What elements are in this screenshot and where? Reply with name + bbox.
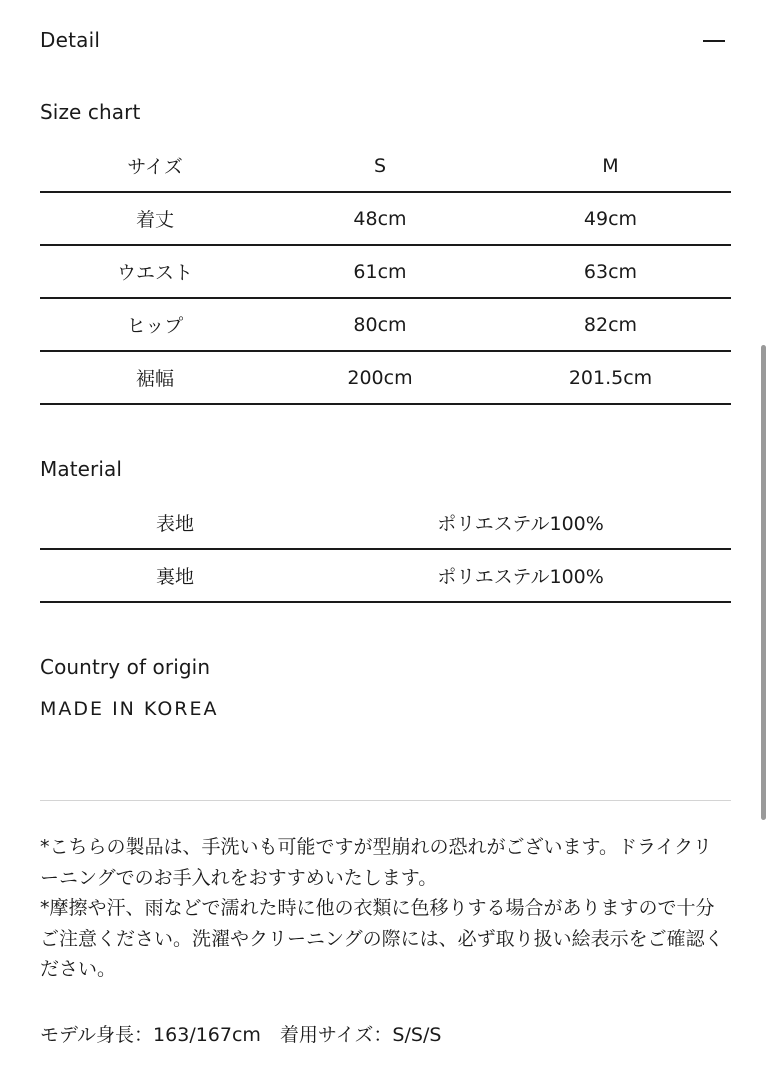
row-label: 裾幅 bbox=[40, 351, 270, 404]
country-of-origin-title: Country of origin bbox=[40, 655, 211, 679]
table-row bbox=[40, 351, 731, 404]
table-row bbox=[40, 245, 731, 298]
material-table bbox=[40, 497, 731, 603]
detail-accordion-header[interactable] bbox=[40, 26, 731, 56]
material-value: ポリエステル100% bbox=[310, 549, 731, 602]
care-notes bbox=[40, 832, 731, 985]
table-row bbox=[40, 549, 731, 602]
size-header-m: M bbox=[490, 140, 731, 192]
row-label: 着丈 bbox=[40, 192, 270, 245]
table-row bbox=[40, 298, 731, 351]
care-note-cleaning: *こちらの製品は、手洗いも可能ですが型崩れの恐れがございます。ドライクリーニングでのお手入れをおすすめいたします。 bbox=[40, 836, 713, 889]
material-label: 表地 bbox=[40, 497, 310, 549]
size-header-s: S bbox=[270, 140, 490, 192]
collapse-minus-icon[interactable] bbox=[703, 40, 725, 42]
scrollbar-thumb[interactable] bbox=[761, 345, 766, 820]
size-chart-title: Size chart bbox=[40, 100, 141, 124]
size-s-value: 200cm bbox=[270, 351, 490, 404]
table-row bbox=[40, 192, 731, 245]
table-row bbox=[40, 497, 731, 549]
material-label: 裏地 bbox=[40, 549, 310, 602]
size-m-value: 49cm bbox=[490, 192, 731, 245]
detail-title: Detail bbox=[40, 28, 101, 52]
row-label: ヒップ bbox=[40, 298, 270, 351]
size-m-value: 63cm bbox=[490, 245, 731, 298]
material-value: ポリエステル100% bbox=[310, 497, 731, 549]
size-s-value: 48cm bbox=[270, 192, 490, 245]
material-title: Material bbox=[40, 457, 123, 481]
size-m-value: 82cm bbox=[490, 298, 731, 351]
size-s-value: 80cm bbox=[270, 298, 490, 351]
size-s-value: 61cm bbox=[270, 245, 490, 298]
country-of-origin-value: MADE IN KOREA bbox=[40, 698, 219, 720]
size-chart-header-row bbox=[40, 140, 731, 192]
size-chart-table bbox=[40, 140, 731, 405]
care-note-color-transfer: *摩擦や汗、雨などで濡れた時に他の衣類に色移りする場合がありますので十分ご注意ください。洗濯やクリーニングの際には、必ず取り扱い絵表示をご確認ください。 bbox=[40, 897, 724, 980]
section-divider bbox=[40, 800, 731, 801]
size-m-value: 201.5cm bbox=[490, 351, 731, 404]
model-size-info: モデル身長：163/167cm 着用サイズ：S/S/S bbox=[40, 1024, 442, 1046]
row-label: ウエスト bbox=[40, 245, 270, 298]
size-header-label: サイズ bbox=[40, 140, 270, 192]
